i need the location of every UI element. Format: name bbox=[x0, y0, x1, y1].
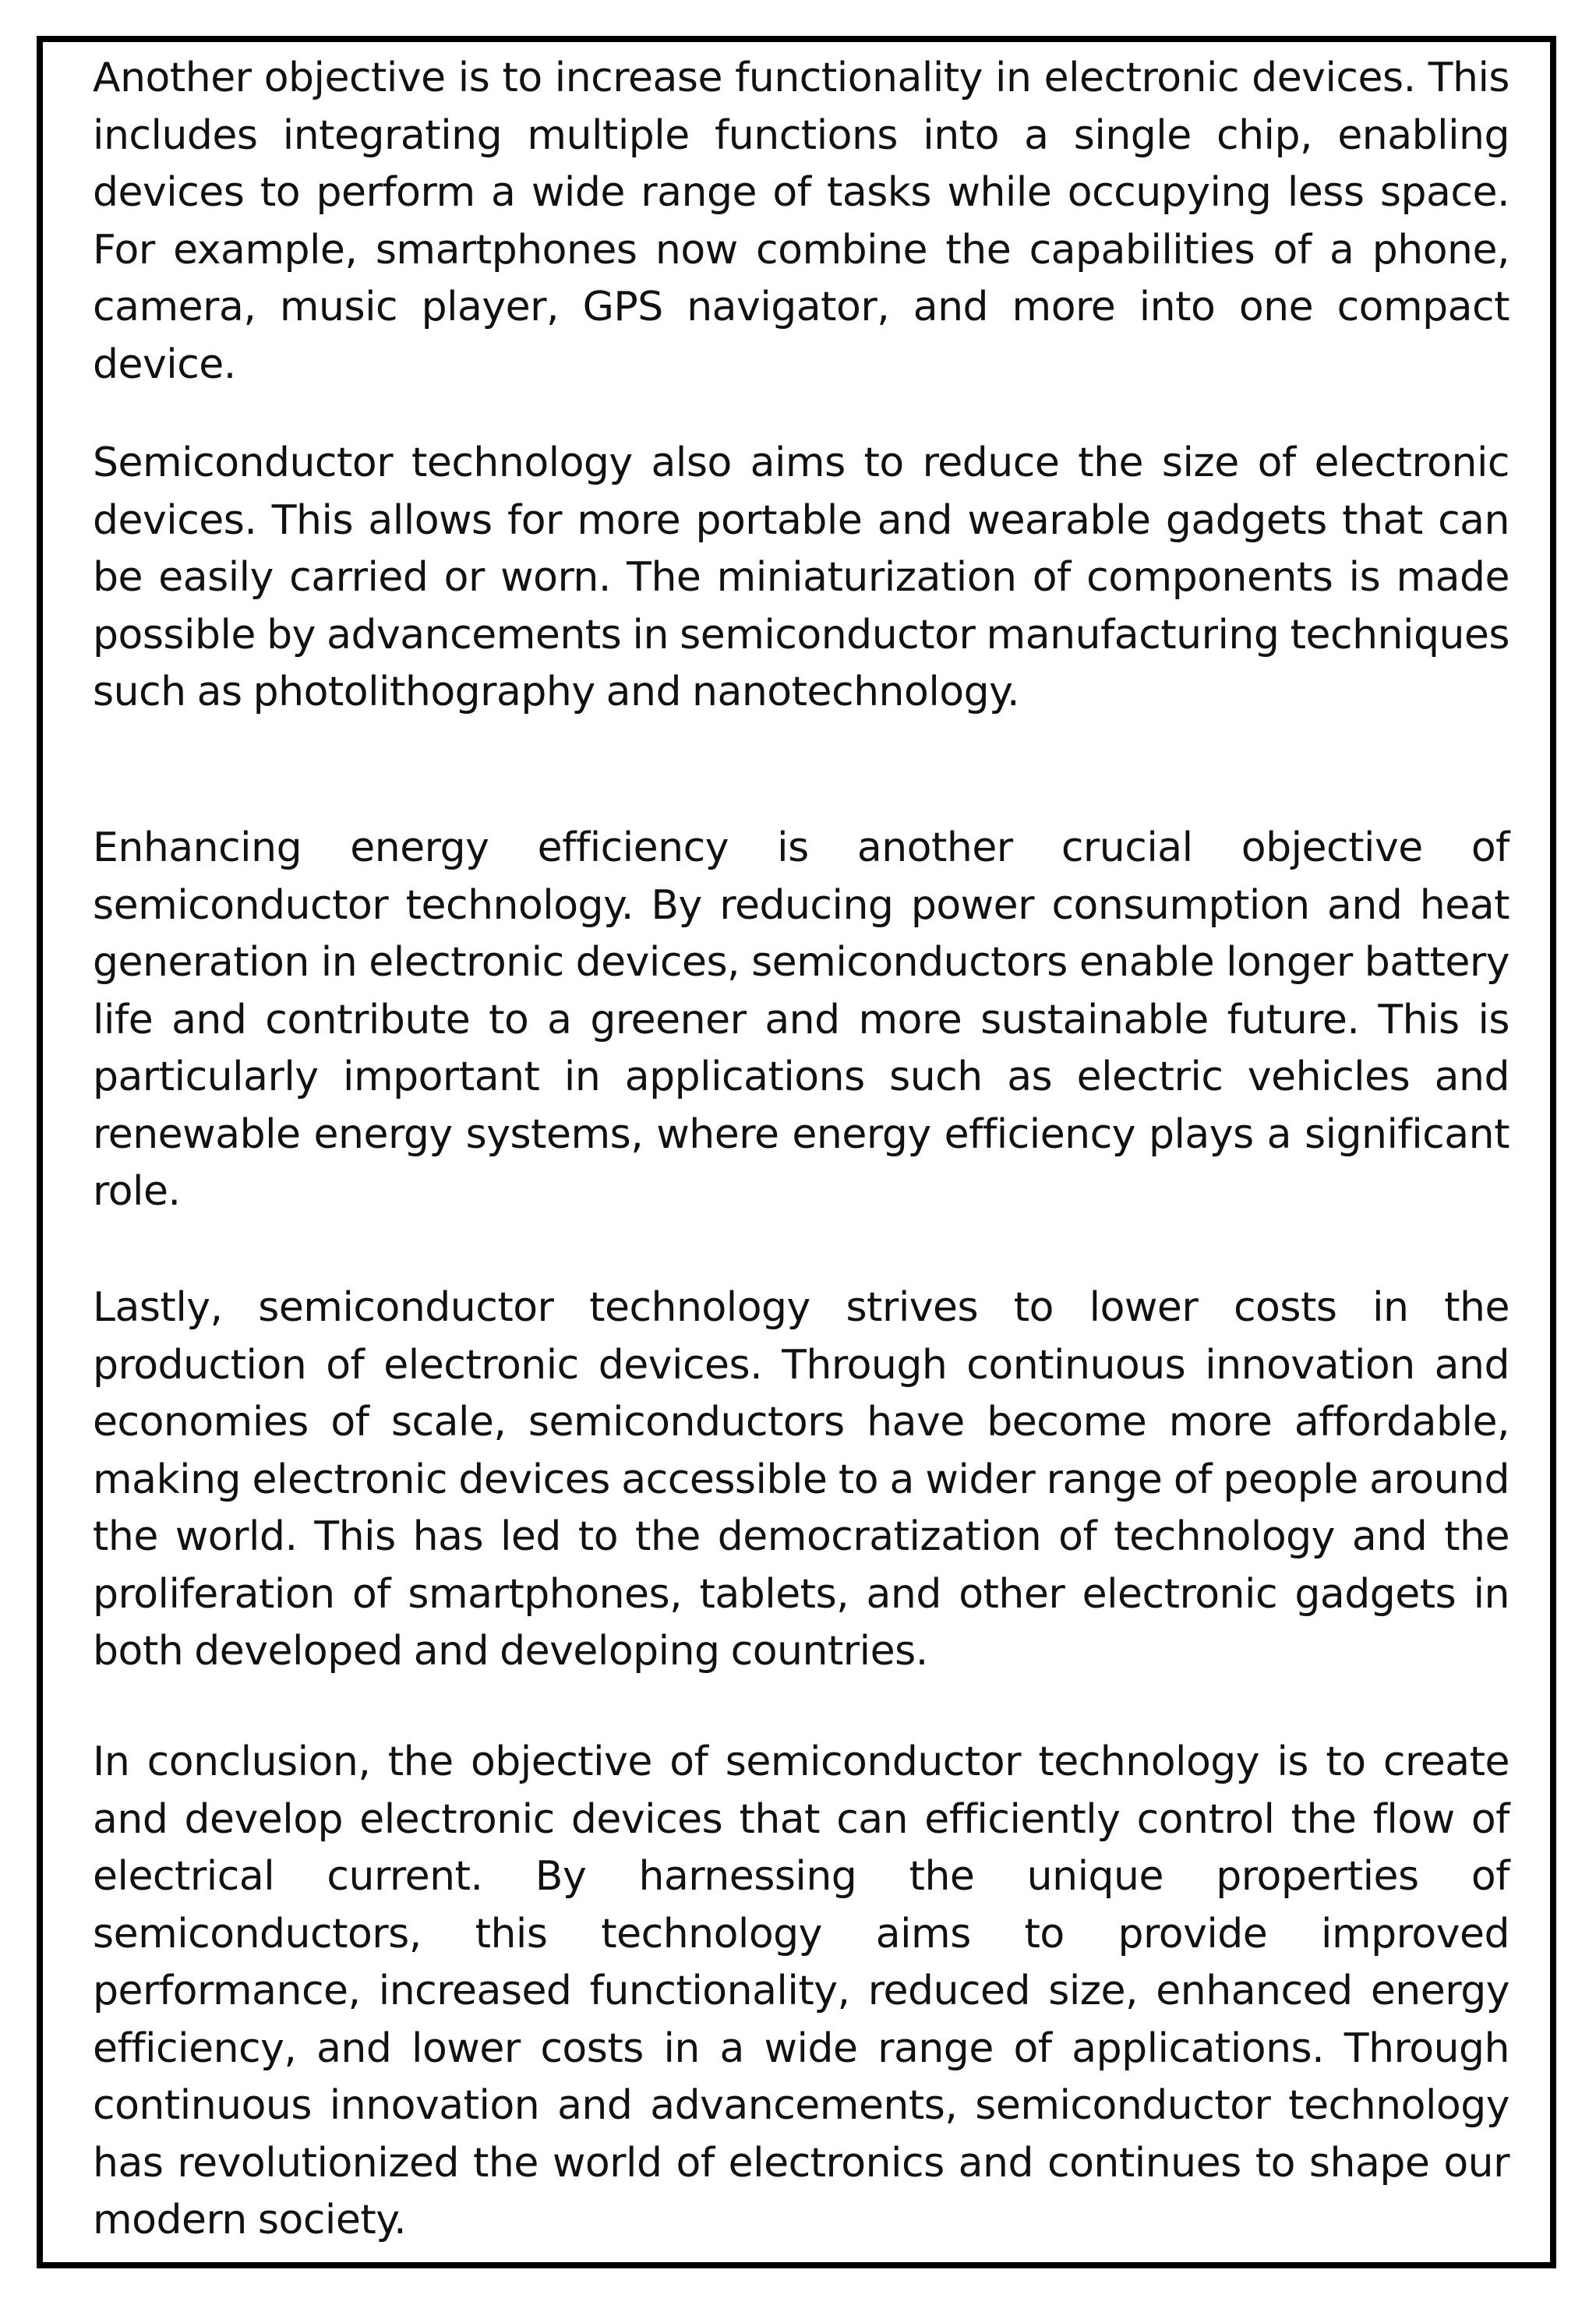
paragraph-lower-costs: Lastly, semiconductor technology strives to lower costs in the production of electronic devices. Through continuous innovation and economies of scale, semiconductors have become more affordable, making electronic devices accessible to a wider range of people around the world. This has led to the democratization of technology and the proliferation of smartphones, tablets, and other electronic gadgets in both developed and developing countries. bbox=[93, 1284, 1509, 1675]
paragraph-size-reduction: Semiconductor technology also aims to reduce the size of electronic devices. This allows for more portable and wearable gadgets that can be easily carried or worn. The miniaturization of components is made possible by advancements in semiconductor manufacturing techniques such as photolithography and nanotechnology. bbox=[93, 439, 1509, 715]
document-frame bbox=[37, 36, 1556, 2268]
paragraph-energy-efficiency: Enhancing energy efficiency is another crucial objective of semiconductor technology. By reducing power consumption and heat generation in electronic devices, semiconductors enable longer battery life and contribute to a greener and more sustainable future. This is particularly important in applications such as electric vehicles and renewable energy systems, where energy efficiency plays a significant role. bbox=[93, 824, 1509, 1215]
paragraph-functionality: Another objective is to increase functionality in electronic devices. This includes integrating multiple functions into a single chip, enabling devices to perform a wide range of tasks while occupying less space. For example, smartphones now combine the capabilities of a phone, camera, music player, GPS navigator, and more into one compact device. bbox=[93, 55, 1509, 388]
paragraph-conclusion: In conclusion, the objective of semiconductor technology is to create and develop electronic devices that can efficiently control the flow of electrical current. By harnessing the unique properties of semiconductors, this technology aims to provide improved performance, increased functionality, reduced size, enhanced energy efficiency, and lower costs in a wide range of applications. Through continuous innovation and advancements, semiconductor technology has revolutionized the world of electronics and continues to shape our modern society. bbox=[93, 1738, 1509, 2243]
